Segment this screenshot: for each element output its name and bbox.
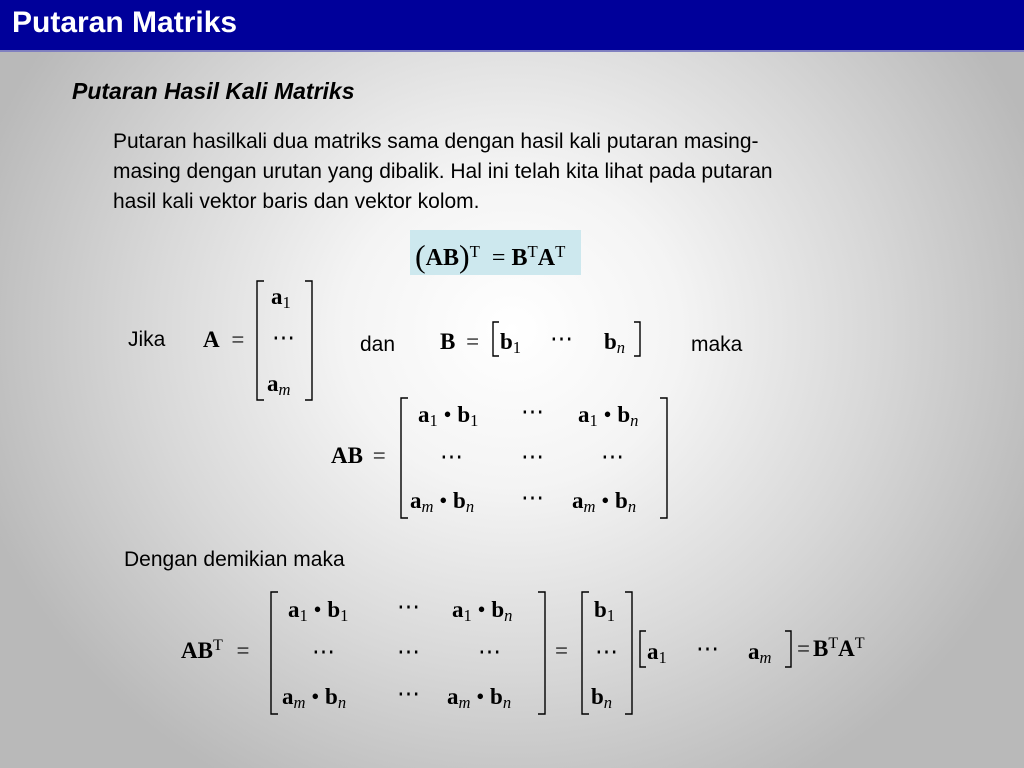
equals-sign: =	[231, 327, 245, 352]
symbol-AB: AB	[425, 245, 459, 271]
transpose-product-entry: ⋯	[397, 639, 420, 664]
transpose-product-entry: ⋯	[312, 639, 335, 664]
matrix-A-entry: a1	[271, 284, 291, 312]
transpose-product-entry: am • bn	[447, 684, 512, 712]
label-maka: maka	[691, 333, 743, 356]
label-jika: Jika	[128, 328, 166, 351]
slide-title: Putaran Matriks	[12, 6, 238, 39]
matrix-B-entry: b1	[500, 329, 522, 357]
column-b-entry: b1	[594, 597, 616, 625]
superscript-T: T	[527, 241, 538, 261]
symbol-B: B	[440, 329, 456, 354]
product-AB-entry: ⋯	[521, 485, 544, 510]
matrix-B-entry: bn	[604, 329, 626, 357]
product-AB-entry: ⋯	[521, 399, 544, 424]
product-AB-entry: ⋯	[440, 444, 463, 469]
symbol-B: B	[511, 245, 528, 271]
transpose-product-entry: ⋯	[478, 639, 501, 664]
row-a-entry: a1	[647, 639, 667, 667]
product-AB-entry: ⋯	[521, 444, 544, 469]
superscript-T: T	[555, 241, 566, 261]
title-bar	[0, 0, 1024, 52]
section-subtitle: Putaran Hasil Kali Matriks	[72, 78, 355, 104]
paragraph-line: Putaran hasilkali dua matriks sama dengan hasil kali putaran masing-	[113, 130, 759, 153]
transpose-product-entry: a1 • b1	[288, 597, 349, 625]
paragraph-line: hasil kali vektor baris dan vektor kolom.	[113, 190, 480, 213]
row-a-entry: ⋯	[696, 636, 719, 661]
product-AB-entry: am • bn	[410, 488, 475, 516]
matrix-A-def-lhs	[203, 327, 244, 353]
transpose-product-entry: am • bn	[282, 684, 347, 712]
final-lhs: $AB^T$ =	[181, 636, 250, 663]
equals-sign: =	[555, 638, 568, 663]
intro-paragraph	[113, 127, 933, 217]
product-AB-entry: a1 • b1	[418, 402, 479, 430]
paragraph-line: masing dengan urutan yang dibalik. Hal ini telah kita lihat pada putaran	[113, 160, 773, 183]
transpose-identity	[415, 236, 565, 273]
product-AB-entry: a1 • bn	[578, 402, 639, 430]
matrix-B-def-lhs	[440, 329, 479, 355]
final-rhs: = $B^TA^T$	[797, 634, 865, 661]
superscript-T: T	[469, 241, 480, 261]
transpose-product-entry: ⋯	[397, 681, 420, 706]
matrix-A-entry: am	[267, 371, 291, 399]
column-b-entry: bn	[591, 684, 613, 712]
label-dengan-demikian: Dengan demikian maka	[124, 548, 345, 571]
transpose-product-entry: a1 • bn	[452, 597, 513, 625]
matrix-B-entry: ⋯	[550, 326, 573, 351]
label-dan: dan	[360, 333, 396, 356]
paren-left: (	[415, 238, 426, 274]
column-b-entry: ⋯	[595, 639, 618, 664]
product-AB-lhs: AB =	[331, 443, 386, 468]
paren-right: )	[459, 238, 470, 274]
matrix-A-entry: ⋯	[272, 325, 295, 350]
equals-sign: =	[466, 329, 480, 354]
equals-sign: =	[491, 245, 506, 271]
symbol-A: A	[203, 327, 220, 352]
transpose-product-entry: ⋯	[397, 594, 420, 619]
row-a-entry: am	[748, 639, 772, 667]
symbol-A: A	[537, 245, 556, 271]
product-AB-entry: am • bn	[572, 488, 637, 516]
product-AB-entry: ⋯	[601, 444, 624, 469]
